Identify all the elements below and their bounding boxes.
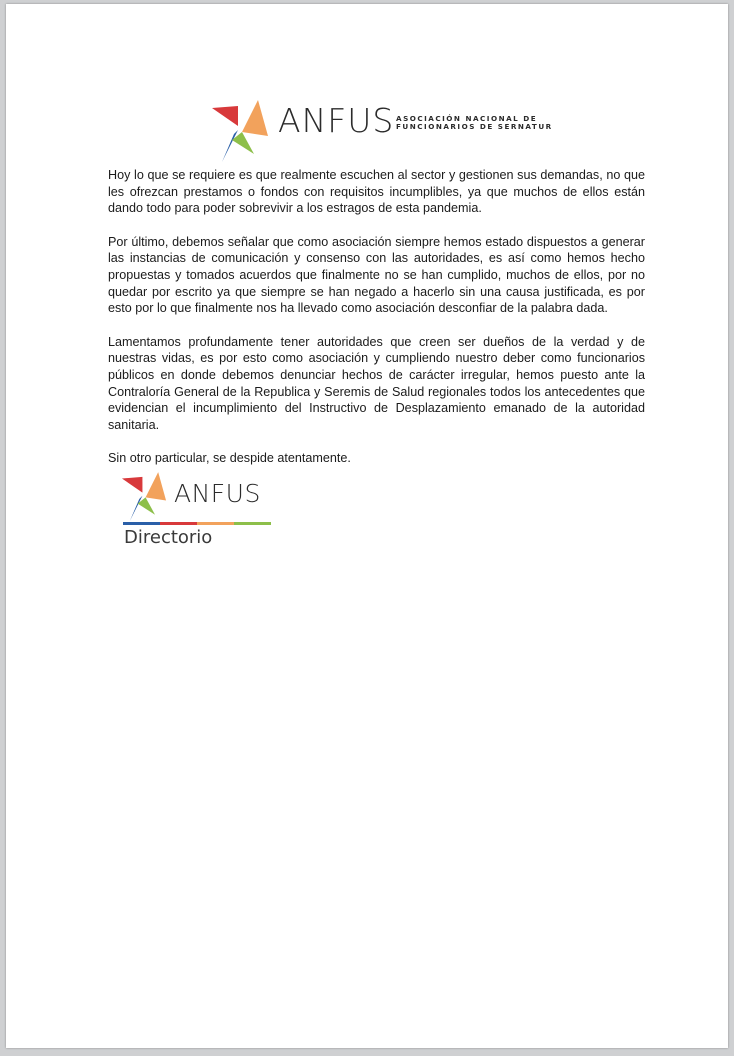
paragraph-agreements: Por último, debemos señalar que como asociación siempre hemos estado dispuestos a generar las instancias de comunicación y consenso con las autoridades, es así como hemos hecho propuestas y tomados acuerdos que finalmente no se han cumplido, muchos de ellos, por no quedar por escrito ya que siempre se han negado a hacerlo sin una causa justificada, es por esto por lo que finalmente nos ha llevado como asociación desconfiar de la palabra dada. xyxy=(108,234,645,316)
header-logo xyxy=(208,96,568,166)
signature-color-stripe xyxy=(123,522,271,525)
tagline-line-1: ASOCIACIÓN NACIONAL DE xyxy=(396,114,538,123)
signature-subtitle: Directorio xyxy=(124,527,213,548)
anfus-pinwheel-icon xyxy=(208,96,272,162)
signature-logo-wordmark: ANFUS xyxy=(174,479,261,508)
paragraph-complaint: Lamentamos profundamente tener autoridades que creen ser dueños de la verdad y de nuestras vidas, es por esto como asociación y cumpliendo nuestro deber como funcionarios públicos en donde debemos denunciar hechos de carácter irregular, hemos puesto ante la Contraloría General de la Republica y Seremis de Salud regionales todos los antecedentes que evidencian el incumplimiento del Instructivo de Desplazamiento emanado de la autoridad sanitaria. xyxy=(108,334,645,432)
signature-logo xyxy=(118,469,278,559)
tagline-line-2: FUNCIONARIOS DE SERNATUR xyxy=(396,122,553,131)
letter-body xyxy=(108,167,645,484)
paragraph-closing: Sin otro particular, se despide atentamente. xyxy=(108,451,351,466)
paragraph-demands: Hoy lo que se requiere es que realmente escuchen al sector y gestionen sus demandas, no que les ofrezcan prestamos o fondos con requisitos incumplibles, ya que muchos de ellos están dando todo para poder sobrevivir a los estragos de esta pandemia. xyxy=(108,168,645,216)
document-page xyxy=(6,4,728,1048)
header-logo-wordmark: ANFUS xyxy=(278,101,395,140)
header-logo-tagline xyxy=(396,115,566,131)
anfus-pinwheel-small-icon xyxy=(118,469,170,521)
